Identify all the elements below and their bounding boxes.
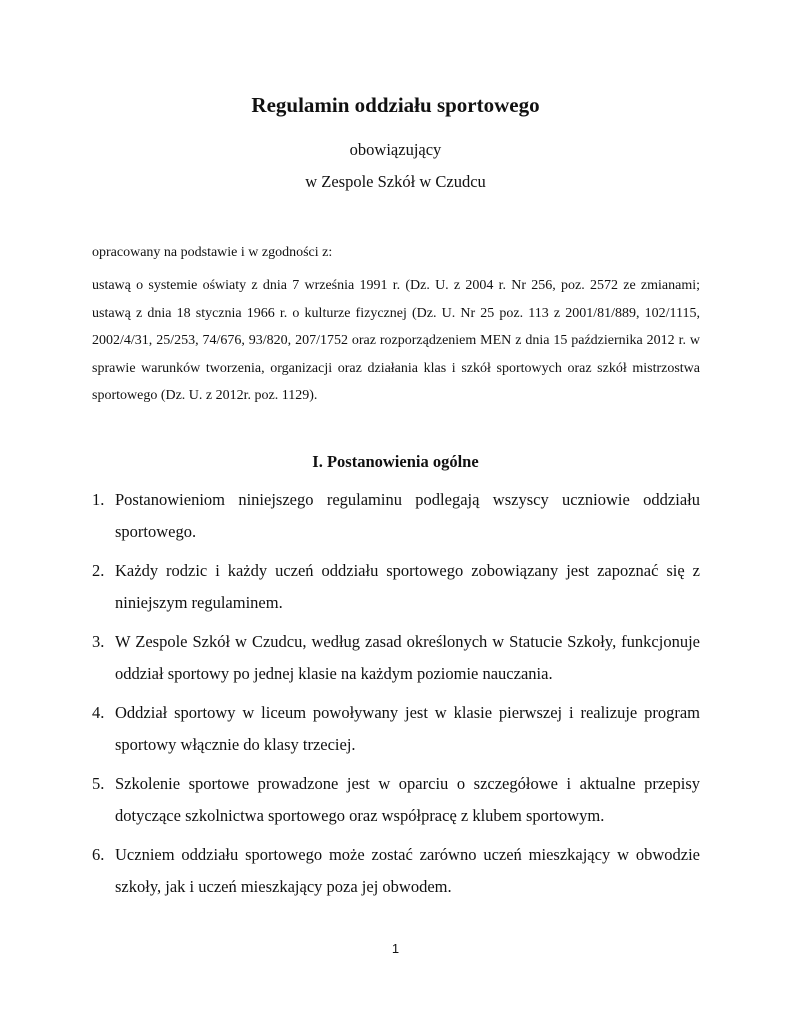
rule-text: Szkolenie sportowe prowadzone jest w oparciu o szczegółowe i aktualne przepisy dotyczące szkolnictwa sportowego oraz współpracę z klubem sportowym. xyxy=(115,774,700,825)
document-subtitle-line1: obowiązujący xyxy=(349,140,442,159)
rule-number: 4. xyxy=(92,703,105,722)
rules-list xyxy=(92,484,700,910)
rule-item xyxy=(92,626,700,689)
rule-item xyxy=(92,839,700,902)
section-heading: I. Postanowienia ogólne xyxy=(312,452,479,471)
rule-number: 3. xyxy=(92,632,105,651)
page-number: 1 xyxy=(391,941,400,956)
rule-text: Oddział sportowy w liceum powoływany jest w klasie pierwszej i realizuje program sportowy włącznie do klasy trzeciej. xyxy=(115,703,700,754)
rule-item xyxy=(92,484,700,547)
rule-text: W Zespole Szkół w Czudcu, według zasad określonych w Statucie Szkoły, funkcjonuje oddział sportowy po jednej klasie na każdym poziomie nauczania. xyxy=(115,632,700,683)
rule-text: Postanowieniom niniejszego regulaminu podlegają wszyscy uczniowie oddziału sportowego. xyxy=(115,490,700,541)
rule-item xyxy=(92,697,700,760)
rule-number: 5. xyxy=(92,774,105,793)
rule-number: 2. xyxy=(92,561,105,580)
document-subtitle-line2: w Zespole Szkół w Czudcu xyxy=(305,172,486,191)
rule-text: Każdy rodzic i każdy uczeń oddziału sportowego zobowiązany jest zapoznać się z niniejszym regulaminem. xyxy=(115,561,700,612)
rule-text: Uczniem oddziału sportowego może zostać zarówno uczeń mieszkający w obwodzie szkoły, jak i uczeń mieszkający poza jej obwodem. xyxy=(115,845,700,896)
document-title: Regulamin oddziału sportowego xyxy=(251,93,540,117)
legal-basis-intro: opracowany na podstawie i w zgodności z: xyxy=(92,245,333,260)
legal-basis-text: ustawą o systemie oświaty z dnia 7 września 1991 r. (Dz. U. z 2004 r. Nr 256, poz. 2572 ze zmianami; ustawą z dnia 18 stycznia 1966 r. o kulturze fizycznej (Dz. U. Nr 25 poz. 113 z 2001/81/889, 102/1115, 2002/4/31, 25/253, 74/676, 93/820, 207/1752 oraz rozporządzeniem MEN z dnia 15 października 2012 r. w sprawie warunków tworzenia, organizacji oraz działania klas i szkół sportowych oraz szkół mistrzostwa sportowego (Dz. U. z 2012r. poz. 1129). xyxy=(92,278,700,403)
rule-number: 6. xyxy=(92,845,105,864)
rule-item xyxy=(92,555,700,618)
rule-number: 1. xyxy=(92,490,105,509)
rule-item xyxy=(92,768,700,831)
